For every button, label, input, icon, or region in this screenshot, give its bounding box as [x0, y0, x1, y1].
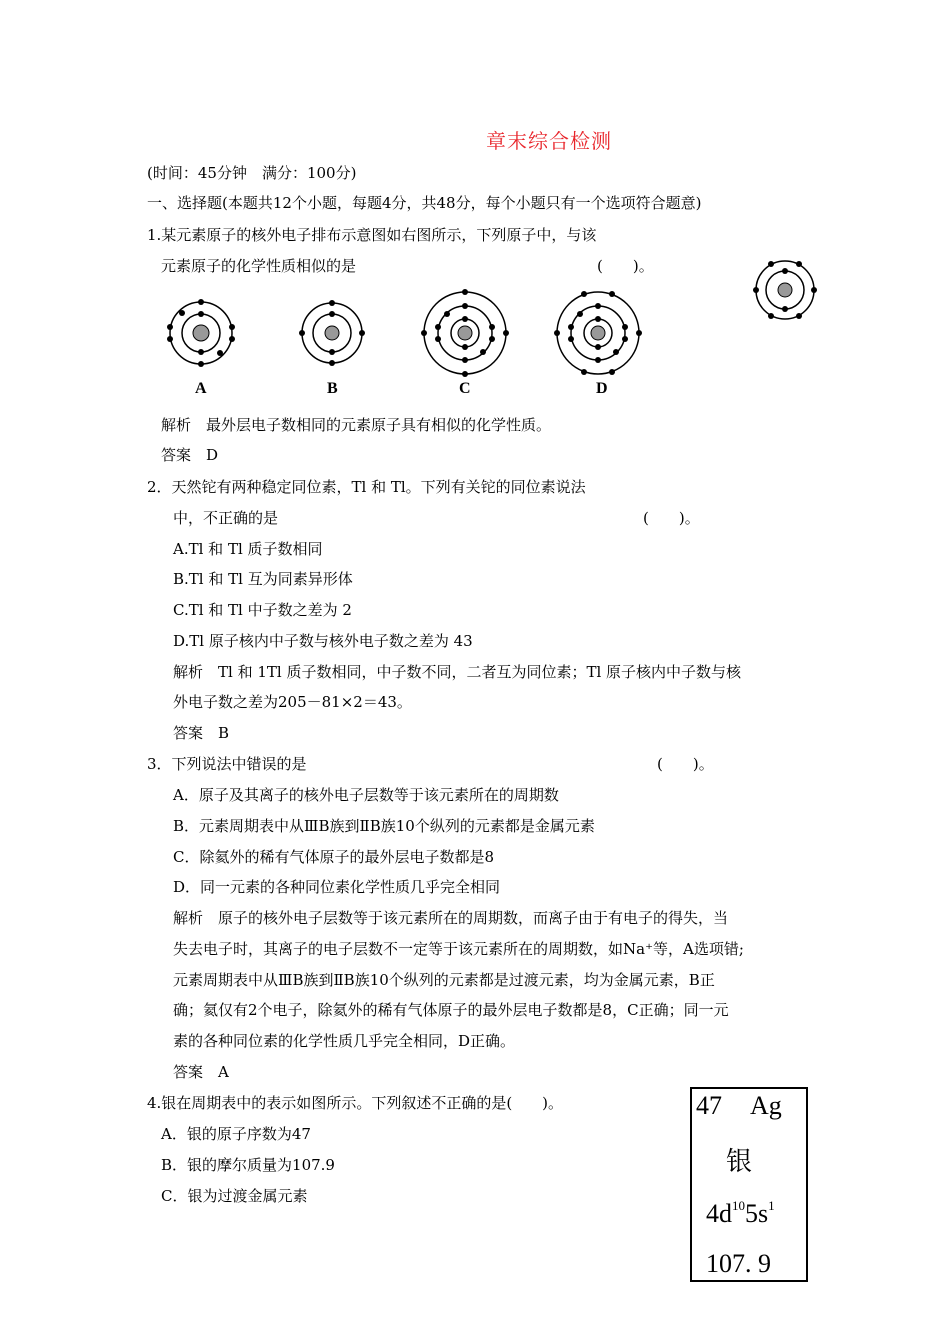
q1-answer: 答案 D	[161, 446, 219, 464]
q3-option-c: C．除氦外的稀有气体原子的最外层电子数都是8	[173, 848, 495, 866]
atomic-mass: 107. 9	[706, 1249, 771, 1278]
exam-meta: (时间：45分钟 满分：100分)	[147, 164, 357, 182]
q3-analysis-line3: 元素周期表中从ⅢB族到ⅡB族10个纵列的元素都是过渡元素，均为金属元素，B正	[173, 971, 715, 989]
q2-analysis-line1: 解析 Tl 和 1Tl 质子数相同，中子数不同，二者互为同位素；Tl 原子核内中子数与核	[173, 663, 742, 681]
q4-stem: 4.银在周期表中的表示如图所示。下列叙述不正确的是( )。	[147, 1094, 564, 1112]
q2-answer-blank: ( )。	[643, 509, 700, 527]
option-label-c: C	[459, 380, 471, 397]
atom-diagram-a	[168, 299, 238, 369]
q2-stem-line1: 2．天然铊有两种稳定同位素，Tl 和 Tl。下列有关铊的同位素说法	[147, 478, 586, 496]
q1-stem-line2: 元素原子的化学性质相似的是	[161, 257, 357, 275]
electron-config	[706, 1199, 775, 1229]
q4-option-b: B．银的摩尔质量为107.9	[161, 1156, 335, 1174]
q2-answer: 答案 B	[173, 724, 230, 742]
q1-answer-blank: ( )。	[597, 257, 654, 275]
q2-option-c: C.Tl 和 Tl 中子数之差为 2	[173, 601, 352, 619]
section-heading: 一、选择题(本题共12个小题，每题4分，共48分，每个小题只有一个选项符合题意)	[147, 194, 702, 212]
element-card	[690, 1087, 808, 1282]
q3-answer: 答案 A	[173, 1063, 229, 1081]
q2-stem-line2: 中，不正确的是	[173, 509, 279, 527]
atom-diagram-d	[554, 289, 644, 379]
q3-option-d: D．同一元素的各种同位素化学性质几乎完全相同	[173, 878, 501, 896]
q2-option-a: A.Tl 和 Tl 质子数相同	[173, 540, 323, 558]
option-label-d: D	[596, 380, 608, 397]
q3-analysis-line5: 素的各种同位素的化学性质几乎完全相同，D正确。	[173, 1032, 516, 1050]
q3-stem: 3．下列说法中错误的是	[147, 755, 307, 773]
q2-analysis-line2: 外电子数之差为205－81×2＝43。	[173, 693, 412, 711]
q3-answer-blank: ( )。	[657, 755, 714, 773]
config-4d: 4d	[706, 1199, 732, 1228]
config-5s-superscript: 1	[768, 1198, 775, 1213]
option-label-b: B	[327, 380, 338, 397]
q4-option-c: C．银为过渡金属元素	[161, 1187, 308, 1205]
config-4d-superscript: 10	[732, 1198, 745, 1213]
q1-analysis: 解析 最外层电子数相同的元素原子具有相似的化学性质。	[161, 416, 552, 434]
q3-option-a: A．原子及其离子的核外电子层数等于该元素所在的周期数	[173, 786, 559, 804]
atom-diagram-b	[298, 299, 368, 369]
element-name: 银	[726, 1147, 753, 1177]
q1-stem-line1: 1.某元素原子的核外电子排布示意图如右图所示，下列原子中，与该	[147, 226, 597, 244]
reference-atom-diagram	[752, 260, 822, 330]
config-5s: 5s	[745, 1199, 769, 1228]
q4-option-a: A．银的原子序数为47	[161, 1125, 311, 1143]
q3-analysis-line2: 失去电子时，其离子的电子层数不一定等于该元素所在的周期数，如Na⁺等，A选项错;	[173, 940, 744, 958]
q3-analysis-line4: 确；氦仅有2个电子，除氦外的稀有气体原子的最外层电子数都是8，C正确；同一元	[173, 1001, 729, 1019]
option-label-a: A	[195, 380, 207, 397]
page-title: 章末综合检测	[486, 129, 612, 153]
q3-option-b: B．元素周期表中从ⅢB族到ⅡB族10个纵列的元素都是金属元素	[173, 817, 595, 835]
atom-diagram-c	[421, 289, 511, 379]
q2-option-b: B.Tl 和 Tl 互为同素异形体	[173, 570, 353, 588]
atomic-number: 47	[696, 1091, 722, 1120]
q2-option-d: D.Tl 原子核内中子数与核外电子数之差为 43	[173, 632, 473, 650]
q3-analysis-line1: 解析 原子的核外电子层数等于该元素所在的周期数，而离子由于有电子的得失，当	[173, 909, 729, 927]
element-symbol: Ag	[750, 1091, 782, 1120]
